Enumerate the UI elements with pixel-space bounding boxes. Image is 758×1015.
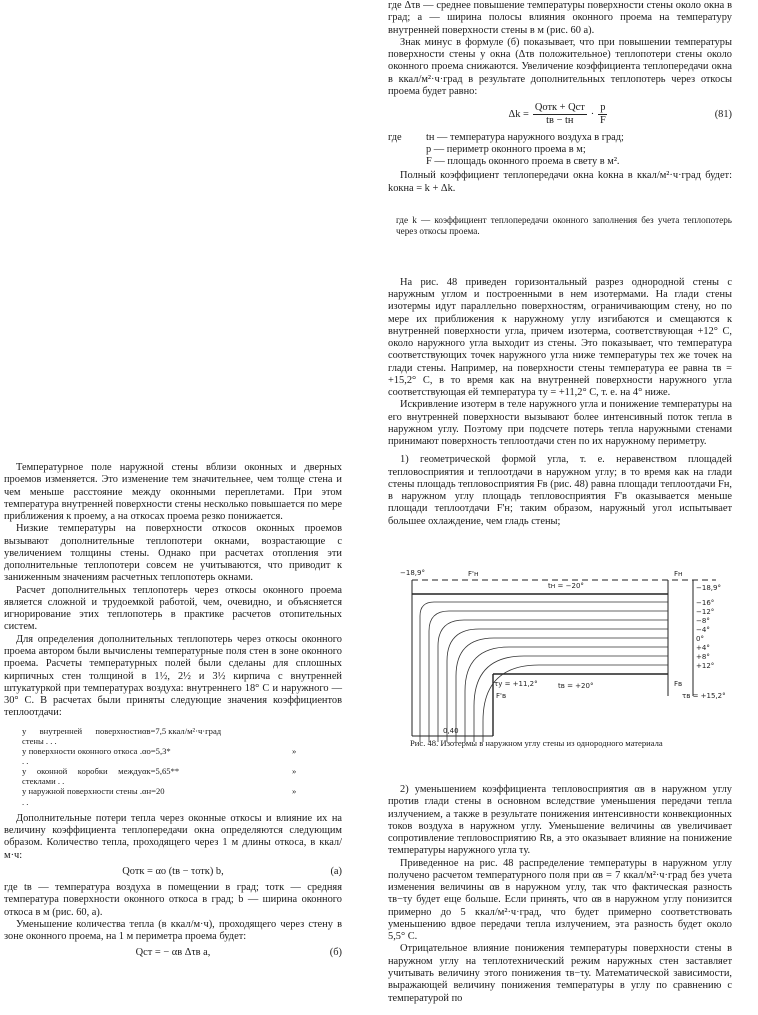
table-row: у наружной поверхности стены . . . αн=20 » — [22, 786, 297, 807]
paragraph: Приведенное на рис. 48 распределение температуры в наружном углу получено расчетом температурного поля при αв = 7 ккал/м²·ч·град без учета изменения величины αв в наружном углу, так что фактическая разность τв−τу будет еще больше. Если принять, что αв в наружном углу понизится примерно до 5 ккал/м²·ч·град, что будет примерно соответствовать уменьшению вдвое передачи тепла излучением, эта разность будет около 5,5° С. — [388, 857, 732, 943]
isotherm-label: −12° — [696, 608, 715, 616]
formula-lhs: Δk = — [508, 108, 529, 120]
label-fv-prime: F'в — [496, 692, 507, 700]
paragraph: Для определения дополнительных теплопотерь через откосы оконного проема автором были вычислены температурные поля стен в зоне оконного проема. Расчеты температурных полей были сделаны для сплошных кирпичных стен толщиной в 1½, 2½ и 3½ кирпича с внутренней штукатуркой при температурах воздуха: внутреннего 18° С и наружного —30° С. В расчетах были приняты следующие значения коэффициентов теплоотдачи: — [4, 633, 342, 719]
label-right-temp: −18,9° — [696, 584, 721, 592]
label-ty: τу = +11,2° — [494, 680, 538, 688]
paragraph: Дополнительные потери тепла через оконные откосы и влияние их на величину коэффициента теплопередачи окна определяются следующим образом. Количество тепла, проходящего через 1 м длины откоса, в ккал/м·ч: — [4, 812, 342, 861]
label-fv: Fв — [674, 680, 683, 688]
def-text: F — площадь оконного проема в свету в м². — [426, 156, 620, 168]
table-row: у поверхности оконного откоса . . . αо=5,3* » — [22, 745, 297, 766]
paragraph: Уменьшение количества тепла (в ккал/м·ч), проходящего через стену в зоне оконного проема, на 1 м периметра проема будет: — [4, 918, 342, 943]
table-row: у оконной коробки между стеклами . . αк=5,65** » — [22, 766, 297, 787]
fraction — [598, 102, 607, 128]
formula-expression: Qст = − αв Δτв a, — [135, 947, 211, 959]
def-label: где — [388, 131, 402, 143]
paragraph: Температурное поле наружной стены вблизи оконных и дверных проемов изменяется. Это изменение тем значительнее, чем толще стена и чем меньше расстояние между оконными переплетами. При этом температура внутренней поверхности стены несколько повышается по мере приближения к проему, а на откосах проема резко понижается. — [4, 462, 342, 523]
formula-b — [4, 947, 342, 959]
isotherm-lines — [420, 602, 668, 742]
numerator: p — [598, 102, 607, 115]
numerator: Qотк + Qст — [533, 102, 587, 115]
formula-a — [4, 866, 342, 878]
isotherm-line — [456, 638, 668, 742]
label-fn: Fн — [674, 570, 683, 578]
isotherm-label: −16° — [696, 599, 715, 607]
paragraph: где tв — температура воздуха в помещении в град; τотк — средняя температура поверхности оконного откоса в град; b — ширина оконного откоса в м (рис. 60, а). — [4, 882, 342, 918]
paragraph: Полный коэффициент теплопередачи окна kокна в ккал/м²·ч·град будет: kокна = k + Δk. — [388, 170, 732, 194]
isotherm-line — [420, 602, 668, 742]
right-column-top — [388, 0, 732, 528]
operator: · — [590, 108, 595, 120]
label-tv: tв = +20° — [558, 682, 594, 690]
def-text: tн — температура наружного воздуха в град; — [426, 131, 624, 143]
denominator: F — [599, 115, 606, 127]
equation-number: (б) — [329, 947, 342, 959]
fraction — [533, 102, 587, 128]
definitions — [388, 132, 732, 169]
isotherm-label: +12° — [696, 662, 715, 670]
isotherm-line — [483, 665, 668, 742]
right-column-bottom — [388, 784, 732, 1005]
isotherm-label: −8° — [696, 617, 710, 625]
label-tv-surf: τв = +15,2° — [682, 692, 726, 700]
paragraph: На рис. 48 приведен горизонтальный разрез однородной стены с наружным углом и построенными в нем изотермами. На глади стены изотермы идут параллельно поверхностям, ограничивающим стену, но по мере их приближения к наружному углу изгибаются и смещаются к внутренней поверхности угла, причем изотерма, соответствующая +12° С, около наружного угла выходит из стены. Это показывает, что температура соответствующих точек наружного угла ниже температуры тех же точек на глади стены. Например, на поверхности стены температура ее равна τв = +15,2° С, в то время как на внутренней поверхности наружного угла соответствующая ей температура τу = +11,2° С, т. е. на 4° ниже. — [388, 276, 732, 399]
footnote: где k — коэффициент теплопередачи оконного заполнения без учета теплопотерь через откосы проема. — [396, 214, 732, 236]
isotherm-label: 0° — [696, 635, 704, 643]
isotherm-label: +4° — [696, 644, 710, 652]
left-column — [4, 462, 342, 964]
label-dimension: 0,40 — [443, 727, 459, 735]
figure-caption: Рис. 48. Изотермы в наружном углу стены из однородного материала — [410, 738, 663, 748]
label-tn: tн = −20° — [548, 582, 584, 590]
equation-number: (а) — [330, 865, 342, 877]
denominator: tв − tн — [546, 115, 574, 127]
formula-81 — [388, 102, 732, 128]
def-label — [388, 144, 426, 156]
coefficients-table — [22, 726, 342, 807]
equation-number: (81) — [714, 108, 732, 120]
paragraph: Отрицательное влияние понижения температуры поверхности стены в наружном углу на теплотехнический режим наружных стен заставляет учитывать величину этого понижения τв−τу. Математической зависимости, выражающей величину понижения температуры в углу по сравнению с температурой по — [388, 943, 732, 1004]
isotherm-label: −4° — [696, 626, 710, 634]
label-fn-prime: F'н — [468, 570, 479, 578]
paragraph: 2) уменьшением коэффициента тепловосприятия αв в наружном углу против глади стены в основном вследствие уменьшения передачи тепла излучением, а также в результате понижения интенсивности конвекционных токов воздуха в наружном углу. Уменьшение величины αв увеличивает сопротивление тепловосприятию Rв, а это оказывает влияние на понижение температуры наружного угла τу. — [388, 784, 732, 857]
isotherm-figure — [398, 566, 726, 752]
def-label — [388, 156, 426, 168]
paragraph: Низкие температуры на поверхности откосов оконных проемов вызывают дополнительные теплопотери окнами, возрастающие с увеличением толщины стены. Однако при расчетах отопления эти дополнительные теплопотери совсем не учитываются, что приводит к заниженным значениям расчетных теплопотерь окнами. — [4, 523, 342, 584]
def-text: p — периметр оконного проема в м; — [426, 143, 586, 155]
paragraph: 1) геометрической формой угла, т. е. неравенством площадей тепловосприятия и теплоотдачи в наружном углу; в то время как на глади стены площадь тепловосприятия Fв (рис. 48) равна площади теплоотдачи Fн, в наружном углу площадь тепловосприятия F'в оказывается меньше площади теплоотдачи F'н; таким образом, наружный угол испытывает большее охлаждение, чем гладь стены; — [388, 454, 732, 527]
isotherm-label: +8° — [696, 653, 710, 661]
label-left-temp: −18,9° — [400, 569, 425, 577]
paragraph: Расчет дополнительных теплопотерь через откосы оконного проема является сложной и трудоемкой работой, чем, очевидно, и объясняется игнорирование этих теплопотерь в практике расчетов отопительных систем. — [4, 584, 342, 633]
paragraph: Знак минус в формуле (б) показывает, что при повышении температуры поверхности стены у окна (Δτв положительное) теплопотери стены около оконного проема снижаются. Увеличение коэффициента теплопередачи окна в ккал/м²·ч·град в результате дополнительных теплопотерь через откосы проема будет равно: — [388, 36, 732, 97]
isotherm-labels — [696, 599, 714, 670]
formula-expression: Qотк = αо (tв − τотк) b, — [122, 865, 224, 877]
table-row: у внутренней поверхности стены . . . αв=7,5 ккал/м²·ч·град — [22, 725, 222, 746]
paragraph: Искривление изотерм в теле наружного угла и понижение температуры на его внутренней поверхности вызывают более интенсивный поток тепла в наружном углу. Поэтому при подсчете потерь тепла наружными стенами принимают поверхность теплоотдачи стен по их наружному периметру. — [388, 399, 732, 448]
paragraph: где Δτв — среднее повышение температуры поверхности стены около окна в град; a — ширина полосы влияния оконного проема на температуру внутренней поверхности стены в м (рис. 60 а). — [388, 0, 732, 36]
